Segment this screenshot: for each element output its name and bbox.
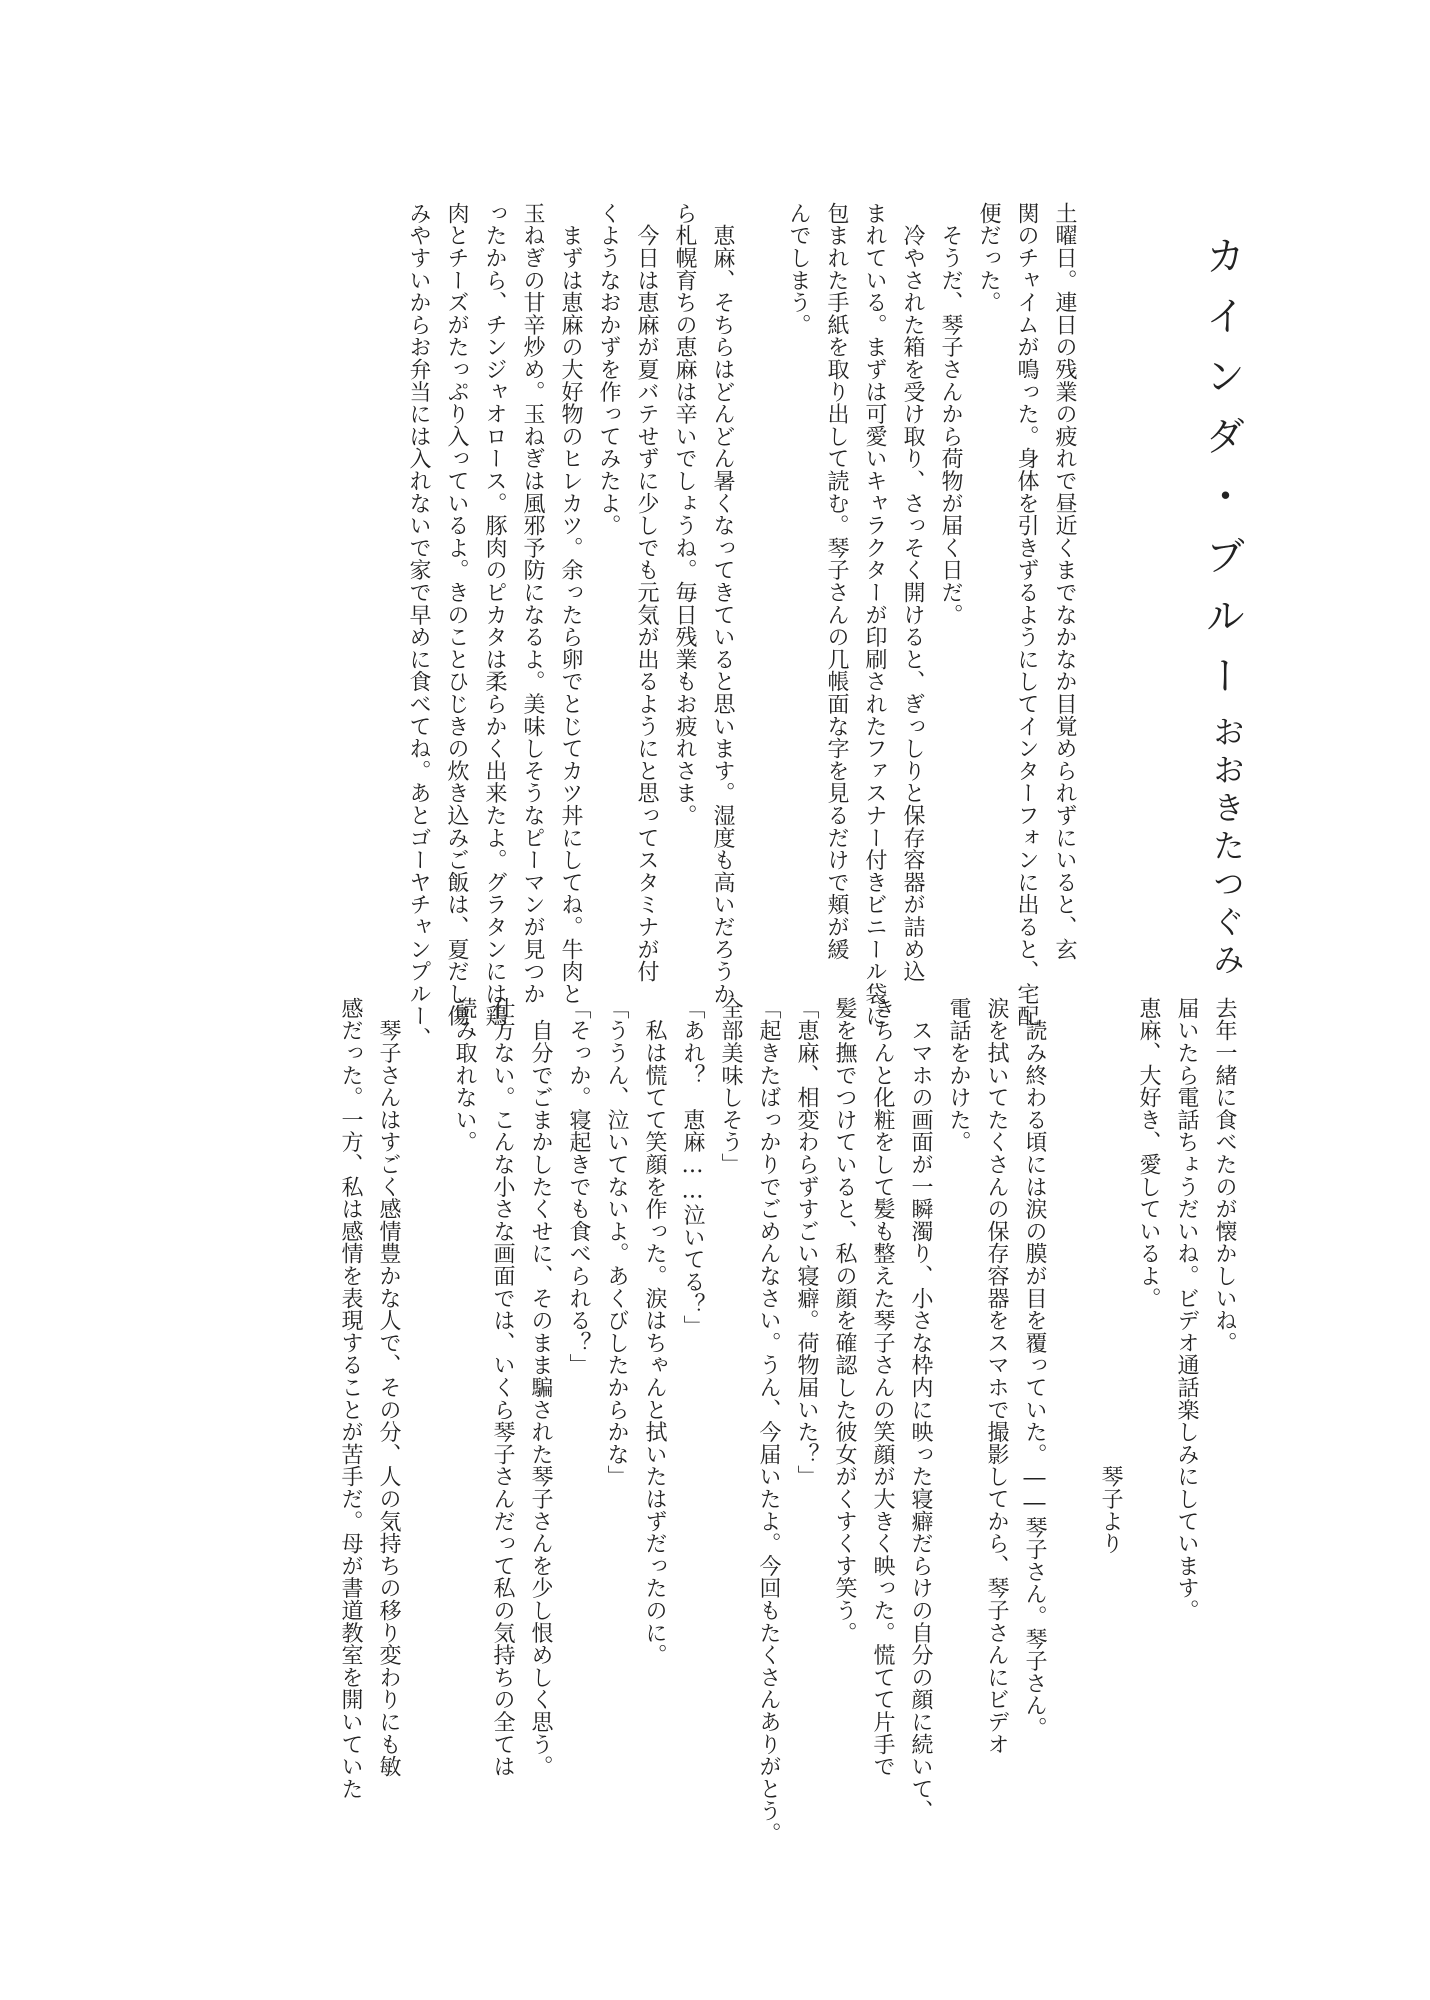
upper-text-line: みやすいからお弁当には入れないで家で早めに食べてね。あとゴーヤチャンプルー、 xyxy=(406,202,431,1050)
upper-text-line: 便だった。 xyxy=(976,202,1001,314)
lower-text-line: 仕方ない。こんな小さな画面では、いくら琴子さんだって私の気持ちの全ては xyxy=(490,997,515,1778)
lower-text-line: 「そっか。寝起きでも食べられる？」 xyxy=(566,997,591,1377)
upper-text-line: そうだ、琴子さんから荷物が届く日だ。 xyxy=(938,202,963,626)
upper-text-line: 恵麻、そちらはどんどん暑くなってきていると思います。湿度も高いだろうか xyxy=(710,202,735,1005)
upper-text-line: まずは恵麻の大好物のヒレカツ。余ったら卵でとじてカツ丼にしてね。牛肉と xyxy=(558,202,583,1005)
lower-text-line: 涙を拭いてたくさんの保存容器をスマホで撮影してから、琴子さんにビデオ xyxy=(984,997,1009,1756)
upper-text-line: 肉とチーズがたっぷり入っているよ。きのことひじきの炊き込みご飯は、夏だし傷 xyxy=(444,202,469,1028)
lower-text-line: 感だった。一方、私は感情を表現することが苦手だ。母が書道教室を開いていた xyxy=(338,997,363,1800)
lower-text-line: 「あれ？ 恵麻……泣いてる？」 xyxy=(680,997,705,1338)
lower-text-line: 読み終わる頃には涙の膜が目を覆っていた。――琴子さん。琴子さん。 xyxy=(1022,997,1047,1739)
upper-text-line: んでしまう。 xyxy=(786,202,811,336)
upper-text-line: 土曜日。連日の残業の疲れで昼近くまでなかなか目覚められずにいると、玄 xyxy=(1052,202,1077,961)
lower-text-line: スマホの画面が一瞬濁り、小さな枠内に映った寝癖だらけの自分の顔に続いて、 xyxy=(908,997,933,1823)
lower-text-line: 電話をかけた。 xyxy=(946,997,971,1154)
lower-text-line: 琴子さんはすごく感情豊かな人で、その分、人の気持ちの移り変わりにも敏 xyxy=(376,997,401,1778)
upper-text-line: 今日は恵麻が夏バテせずに少しでも元気が出るようにと思ってスタミナが付 xyxy=(634,202,659,983)
upper-text-line: 玉ねぎの甘辛炒め。玉ねぎは風邪予防になるよ。美味しそうなピーマンが見つか xyxy=(520,202,545,1005)
upper-text-line: ら札幌育ちの恵麻は辛いでしょうね。毎日残業もお疲れさま。 xyxy=(672,202,697,827)
lower-text-line: きちんと化粧をして髪も整えた琴子さんの笑顔が大きく映った。慌てて片手で xyxy=(870,997,895,1778)
lower-text-line: 自分でごまかしたくせに、そのまま騙された琴子さんを少し恨めしく思う。 xyxy=(528,997,553,1778)
story-title: カインダ・ブルー xyxy=(1199,235,1245,715)
lower-text-line: 私は慌てて笑顔を作った。涙はちゃんと拭いたはずだったのに。 xyxy=(642,997,667,1666)
lower-text-line: 「起きたばっかりでごめんなさい。うん、今届いたよ。今回もたくさんありがとう。 xyxy=(756,997,781,1845)
upper-text-line: 包まれた手紙を取り出して読む。琴子さんの几帳面な字を見るだけで頬が緩 xyxy=(824,202,849,961)
upper-text-line: まれている。まずは可愛いキャラクターが印刷されたファスナー付きビニール袋に xyxy=(862,202,887,1028)
upper-text-line: ったから、チンジャオロース。豚肉のピカタは柔らかく出来たよ。グラタンには鶏 xyxy=(482,202,507,1028)
lower-text-line: 恵麻、大好き、愛しているよ。 xyxy=(1136,997,1161,1310)
lower-text-line: 去年一緒に食べたのが懐かしいね。 xyxy=(1212,997,1237,1354)
upper-text-line: くようなおかずを作ってみたよ。 xyxy=(596,202,621,537)
lower-text-line: 「恵麻、相変わらずすごい寝癖。荷物届いた？」 xyxy=(794,997,819,1488)
author-name: おおきたつぐみ xyxy=(1208,715,1246,981)
lower-text-line: 全部美味しそう」 xyxy=(718,997,743,1176)
lower-text-line: 読み取れない。 xyxy=(452,997,477,1154)
letter-signature: 琴子より xyxy=(1098,997,1123,1555)
lower-text-line: 「ううん、泣いてないよ。あくびしたからかな」 xyxy=(604,997,629,1488)
lower-text-line: 髪を撫でつけていると、私の顔を確認した彼女がくすくす笑う。 xyxy=(832,997,857,1644)
upper-text-line: 関のチャイムが鳴った。身体を引きずるようにしてインターフォンに出ると、宅配 xyxy=(1014,202,1039,1028)
upper-text-line: 冷やされた箱を受け取り、さっそく開けると、ぎっしりと保存容器が詰め込 xyxy=(900,202,925,983)
lower-text-line: 届いたら電話ちょうだいね。ビデオ通話楽しみにしています。 xyxy=(1174,997,1199,1622)
